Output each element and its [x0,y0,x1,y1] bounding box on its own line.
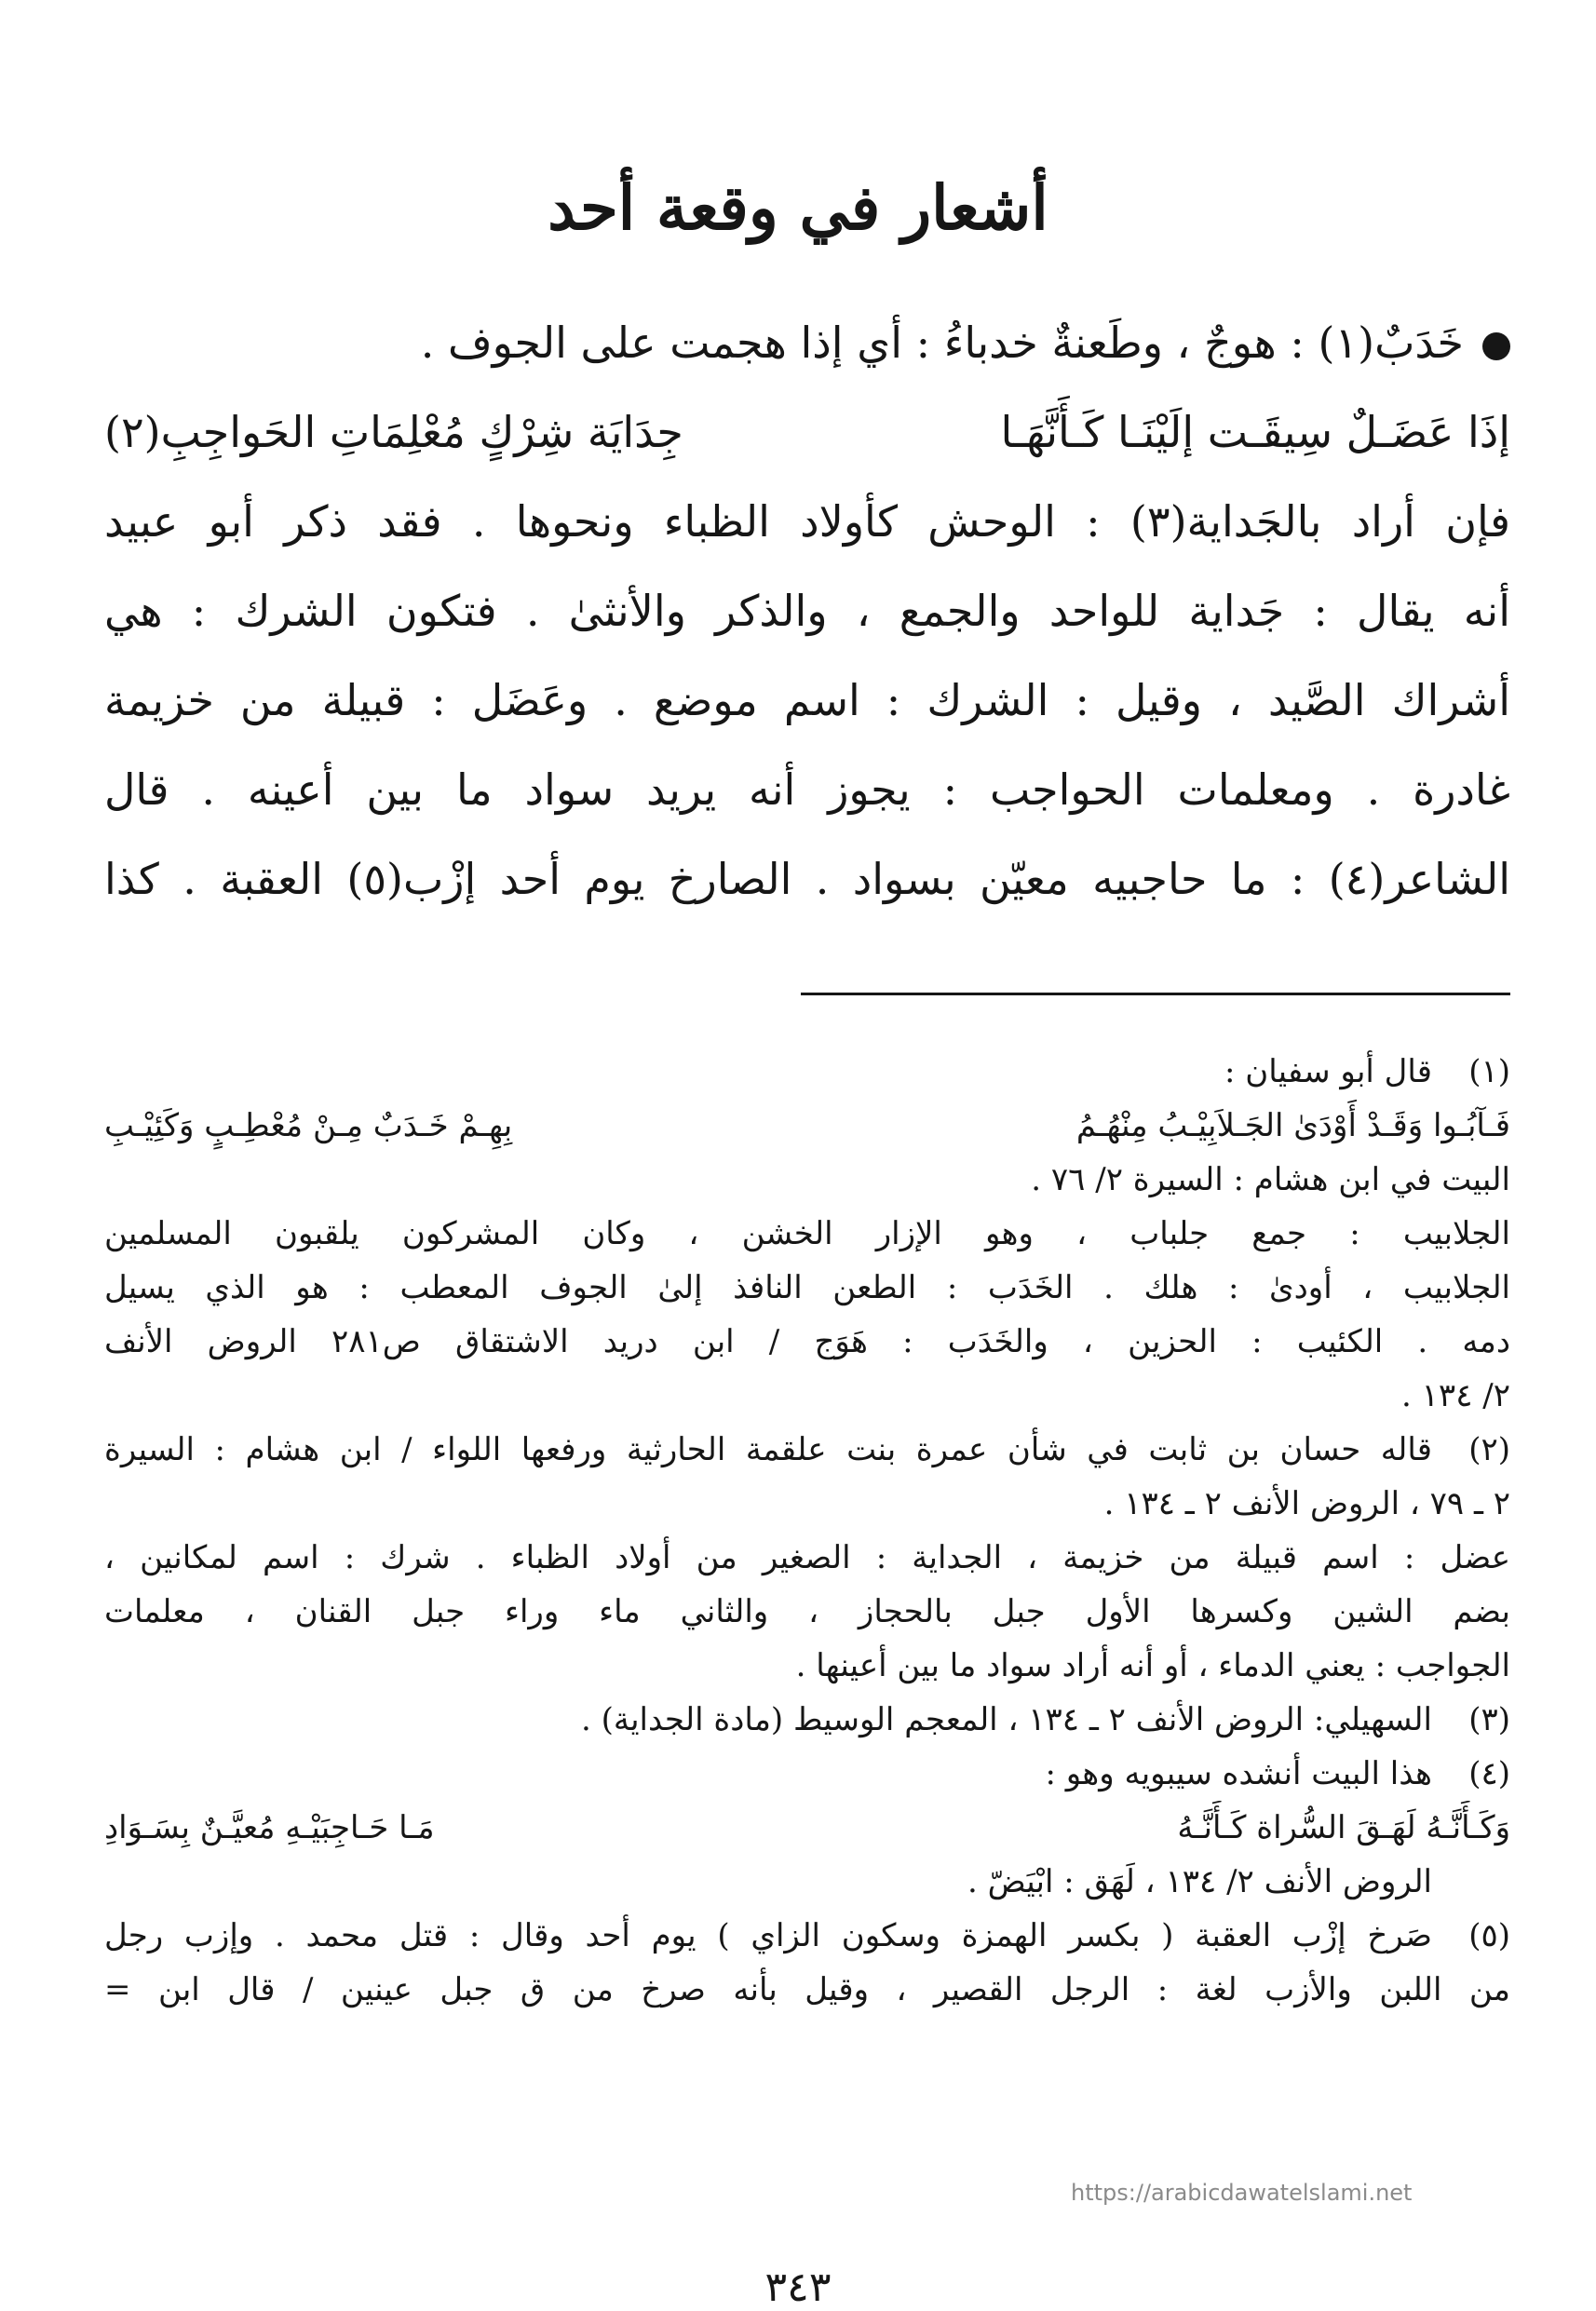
verse-first-hemistich: وَكَـأَنَّـهُ لَهَـقَ السُّراة كَـأَنَّـهُ [1177,1809,1510,1846]
verse-second-hemistich: مَـا حَـاجِبَيْـهِ مُعيَّـنٌ بِسَـوَادِ [104,1809,435,1846]
footnote-4 [104,1747,1510,1801]
footnote-line: الروض الأنف ٢/ ١٣٤ ، لَهَق : ابْيَضّ . [967,1863,1432,1900]
footnote-line: ٢/ ١٣٤ . [1401,1377,1510,1414]
footnote-3 [104,1693,1510,1747]
main-text [104,298,1510,924]
page-title: أشعار في وقعة أحد [548,171,1048,244]
footnote-line: السهيلي: الروض الأنف ٢ ـ ١٣٤ ، المعجم الوسيط (مادة الجداية) . [580,1701,1432,1738]
footnote-1 [104,1045,1510,1099]
footnote-number: (٢) [1468,1431,1510,1468]
footnote-2 [104,1423,1510,1477]
footnote-line: ٢ ـ ٧٩ ، الروض الأنف ٢ ـ ١٣٤ . [1103,1485,1510,1522]
footnote-line: عضل : اسم قبيلة من خزيمة ، الجداية : الصغير من أولاد الظباء . شرك : اسم لمكانين ، [104,1539,1510,1576]
footnote-line: البيت في ابن هشام : السيرة ٢/ ٧٦ . [1031,1161,1510,1198]
footnote-line: هذا البيت أنشده سيبويه وهو : [1045,1755,1432,1792]
footnote-divider [801,993,1510,995]
text-line: غادرة . ومعلمات الحواجب : يجوز أنه يريد سواد ما بين أعينه . قال [104,764,1510,815]
footnote-line: دمه . الكئيب : الحزين ، والخَدَب : هَوَج / ابن دريد الاشتقاق ص٢٨١ الروض الأنف [104,1323,1510,1360]
footnote-line: بضم الشين وكسرها الأول جبل بالحجاز ، والثاني ماء وراء جبل القنان ، معلمات [104,1593,1510,1630]
footnote-line: صَرخ إزْب العقبة ( بكسر الهمزة وسكون الزاي ) يوم أحد وقال : قتل محمد . وإزب رجل [104,1917,1432,1954]
footnote-line: قاله حسان بن ثابت في شأن عمرة بنت علقمة الحارثية ورفعها اللواء / ابن هشام : السيرة [104,1431,1432,1468]
text-line: فإن أراد بالجَداية(٣) : الوحش كأولاد الظباء ونحوها . فقد ذكر أبو عبيد [104,496,1510,547]
verse-second-hemistich: بِهِـمْ خَـدَبٌ مِـنْ مُعْطِـبٍ وَكَئِيْـبِ [104,1107,513,1144]
page-number: ٣٤٣ [764,2264,832,2311]
footnote-number: (٣) [1468,1701,1510,1738]
bullet-icon [1482,332,1510,360]
footnote-line: الجلابيب ، أودىٰ : هلك . الخَدَب : الطعن النافذ إلىٰ الجوف المعطب : هو الذي يسيل [104,1269,1510,1306]
footnotes [104,1045,1510,2017]
footnote-line: الجلابيب : جمع جلباب ، وهو الإزار الخشن ، وكان المشركون يلقبون المسلمين [104,1215,1510,1252]
text-line: الشاعر(٤) : ما حاجبيه معيّن بسواد . الصارخ يوم أحد إزْب(٥) العقبة . كذا [104,854,1510,904]
footnote-number: (٤) [1468,1755,1510,1792]
entry-text: خَدَبٌ(١) : هوجٌ ، وطَعنةٌ خدباءُ : أي إذا هجمت على الجوف . [420,318,1464,368]
footnote-5 [104,1909,1510,1963]
text-line: أشراك الصَّيد ، وقيل : الشرك : اسم موضع . وعَضَل : قبيلة من خزيمة [104,675,1510,725]
verse-first-hemistich: فَـآبُـوا وَقَـدْ أَوْدَىٰ الجَـلاَبِيْـبُ مِنْهُـمُ [1075,1107,1510,1144]
text-line: أنه يقال : جَداية للواحد والجمع ، والذكر والأنثىٰ . فتكون الشرك : هي [104,586,1510,636]
footnote-number: (١) [1468,1053,1510,1090]
footnote-number: (٥) [1468,1917,1510,1954]
footnote-line: الجواجب : يعني الدماء ، أو أنه أراد سواد ما بين أعينها . [795,1647,1510,1684]
footnote-verse [104,1099,1510,1153]
verse-first-hemistich: إذَا عَضَـلٌ سِيقَـت إلَيْنَـا كَـأَنَّهَـا [1000,407,1510,457]
entry-line [104,298,1510,387]
verse-second-hemistich: جِدَايَة شِرْكٍ مُعْلِمَاتِ الحَواجِبِ(٢) [104,407,683,457]
footnote-verse [104,1801,1510,1855]
poem-verse [104,387,1510,477]
footnote-line: من اللبن والأزب لغة : الرجل القصير ، وقيل بأنه صرخ من ق جبل عينين / قال ابن = [104,1971,1510,2008]
footnote-line: قال أبو سفيان : [1224,1053,1432,1090]
watermark-url: https://arabicdawatelslami.net [1071,2180,1413,2206]
